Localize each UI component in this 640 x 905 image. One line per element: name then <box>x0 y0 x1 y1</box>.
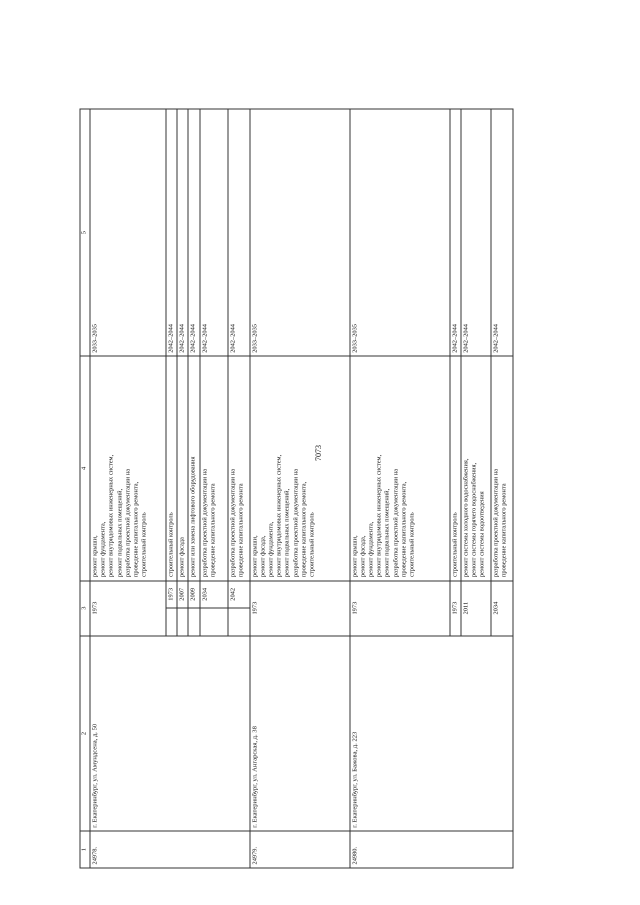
sub-year: 2042 <box>228 581 250 609</box>
sub-period: 2042–2044 <box>188 109 199 356</box>
table-row <box>90 109 166 868</box>
sub-work: строительный контроль <box>166 356 177 580</box>
sub-period: 2042–2044 <box>461 109 491 356</box>
sub-period: 2042–2044 <box>166 109 177 356</box>
entry-address: г. Екатеринбург, ул. Амундсена, д. 50 <box>90 636 250 831</box>
repair-schedule-table <box>80 109 537 869</box>
header-row <box>80 109 90 868</box>
sub-work: ремонт или замена лифтового оборудования <box>188 356 199 580</box>
sub-work: ремонт системы холодного водоснабжения, ремонт системы горячего водоснабжения, ремонт системы водоотведения <box>461 356 491 580</box>
entry-year: 1973 <box>250 581 350 636</box>
entry-works: ремонт крыши, ремонт фундамента, ремонт внутридомовых инженерных систем, ремонт подвальных помещений, разработка проектной документации на проведение капитального ремонта, строительный контроль <box>90 356 166 580</box>
sub-period: 2042–2044 <box>450 109 461 356</box>
sub-work: разработка проектной документации на проведение капитального ремонта <box>491 356 513 580</box>
sub-year: 2009 <box>188 581 199 609</box>
entry-works: ремонт крыши, ремонт фасада, ремонт фундамента, ремонт внутридомовых инженерных систем, ремонт подвальных помещений, разработка проектной документации на проведение капитального ремонта, строительный контроль <box>250 356 350 580</box>
table-row <box>350 109 450 868</box>
sub-year: 2007 <box>177 581 188 609</box>
entry-period: 2033–2035 <box>90 109 166 356</box>
sub-period: 2042–2044 <box>177 109 188 356</box>
sub-work: ремонт фасада <box>177 356 188 580</box>
entry-year: 1973 <box>90 581 166 636</box>
entry-address: г. Екатеринбург, ул. Ангарская, д. 38 <box>250 636 350 831</box>
page-number: 7073 <box>314 445 323 461</box>
sub-year: 2034 <box>491 581 513 636</box>
entry-number: 24979. <box>250 831 350 868</box>
sub-period: 2042–2044 <box>491 109 513 356</box>
header-col-2: 2 <box>80 636 90 831</box>
header-col-1: 1 <box>80 831 90 868</box>
sub-year: 1973 <box>166 581 177 609</box>
sub-work: разработка проектной документации на проведение капитального ремонта <box>200 356 228 580</box>
sub-period: 2042–2044 <box>200 109 228 356</box>
sub-year: 2011 <box>461 581 491 636</box>
entry-year: 1973 <box>350 581 450 636</box>
entry-period: 2033–2035 <box>350 109 450 356</box>
header-col-5: 5 <box>80 109 90 356</box>
header-col-4: 4 <box>80 356 90 580</box>
sub-period: 2042–2044 <box>228 109 250 356</box>
entry-number: 24978. <box>90 831 250 868</box>
sub-work: строительный контроль <box>450 356 461 580</box>
sub-year: 1973 <box>450 581 461 636</box>
entry-works: ремонт крыши, ремонт фасада, ремонт фундамента, ремонт внутридомовых инженерных систем, ремонт подвальных помещений, разработка проектной документации на проведение капитального ремонта, строительный контроль <box>350 356 450 580</box>
table-row <box>250 109 350 868</box>
sub-work: разработка проектной документации на проведение капитального ремонта <box>228 356 250 580</box>
entry-address: г. Екатеринбург, ул. Бажова, д. 223 <box>350 636 513 831</box>
entry-number: 24980. <box>350 831 513 868</box>
header-col-3: 3 <box>80 581 90 636</box>
entry-period: 2033–2035 <box>250 109 350 356</box>
sub-year: 2034 <box>200 581 228 609</box>
